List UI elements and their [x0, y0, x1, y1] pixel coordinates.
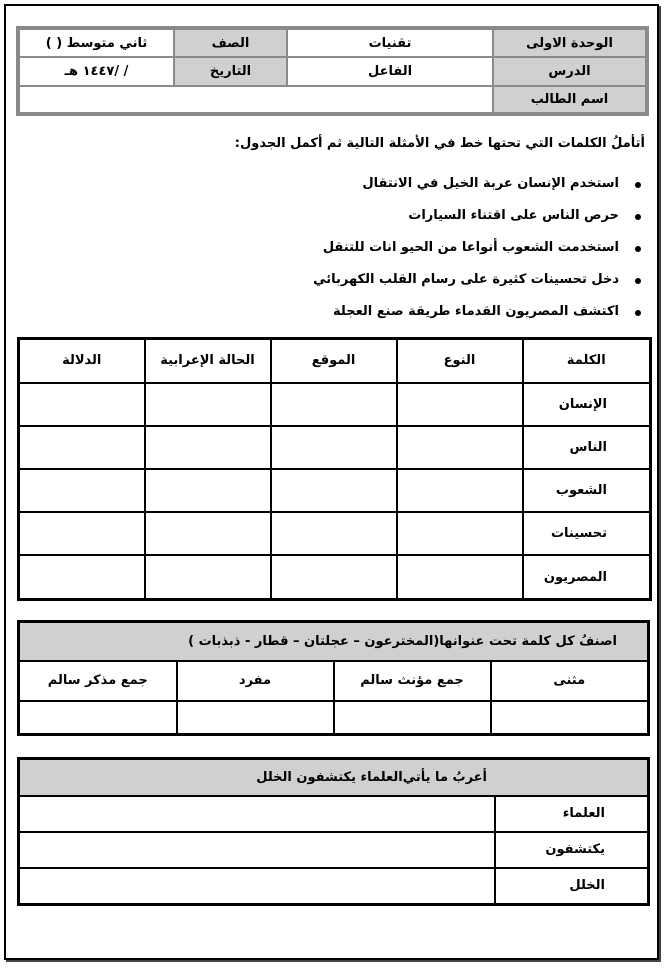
- bullet-icon: [635, 182, 641, 188]
- classify-words: (المخترعون – عجلتان – قطار - ذبذبات ): [188, 633, 440, 649]
- header-position: الموقع: [271, 339, 397, 383]
- answer-cell[interactable]: [145, 555, 271, 599]
- example-item: استخدم الإنسان عربة الخيل في الانتقال: [313, 172, 645, 204]
- parse-prompt: أعربُ ما يأتي: [402, 769, 487, 785]
- grade-value[interactable]: ثاني متوسط ( ): [18, 28, 174, 57]
- answer-cell[interactable]: [145, 512, 271, 555]
- student-name-label: اسم الطالب: [493, 86, 647, 114]
- bullet-icon: [635, 246, 641, 252]
- instruction-text: أتأملُ الكلمات التي تحتها خط في الأمثلة التالية ثم أكمل الجدول:: [234, 136, 645, 151]
- header-word: الكلمة: [523, 339, 651, 383]
- answer-cell[interactable]: [271, 469, 397, 512]
- word-cell: الإنسان: [523, 383, 651, 426]
- classify-prompt-row: [19, 622, 649, 661]
- parse-table: [17, 757, 650, 906]
- lesson-label: الدرس: [493, 57, 647, 86]
- analysis-table: [17, 337, 652, 601]
- example-item: استخدمت الشعوب أنواعا من الحيو انات للتنقل: [313, 236, 645, 268]
- header-type: النوع: [397, 339, 523, 383]
- answer-cell[interactable]: [19, 383, 145, 426]
- answer-cell[interactable]: [19, 796, 495, 832]
- answer-cell[interactable]: [19, 701, 177, 735]
- header-dual: مثنى: [491, 661, 649, 701]
- answer-cell[interactable]: [397, 469, 523, 512]
- answer-cell[interactable]: [334, 701, 491, 735]
- examples-list: [313, 172, 645, 332]
- bullet-icon: [635, 278, 641, 284]
- header-masc-plural: جمع مذكر سالم: [19, 661, 177, 701]
- answer-cell[interactable]: [19, 469, 145, 512]
- answer-cell[interactable]: [397, 383, 523, 426]
- answer-cell[interactable]: [271, 512, 397, 555]
- word-cell: الشعوب: [523, 469, 651, 512]
- date-label: التاريخ: [174, 57, 287, 86]
- answer-cell[interactable]: [271, 383, 397, 426]
- answer-cell[interactable]: [271, 555, 397, 599]
- bullet-icon: [635, 310, 641, 316]
- answer-cell[interactable]: [19, 512, 145, 555]
- example-item: دخل تحسينات كثيرة على رسام القلب الكهربائي: [313, 268, 645, 300]
- answer-cell[interactable]: [397, 426, 523, 469]
- unit-value: تقنيات: [287, 28, 493, 57]
- classify-prompt: اصنفُ كل كلمة تحت عنوانها: [439, 633, 617, 649]
- example-item: حرص الناس على اقتناء السيارات: [313, 204, 645, 236]
- answer-cell[interactable]: [19, 426, 145, 469]
- header-meaning: الدلالة: [19, 339, 145, 383]
- answer-cell[interactable]: [145, 426, 271, 469]
- header-singular: مفرد: [177, 661, 334, 701]
- lesson-value: الفاعل: [287, 57, 493, 86]
- answer-cell[interactable]: [145, 383, 271, 426]
- answer-cell[interactable]: [271, 426, 397, 469]
- bullet-icon: [635, 214, 641, 220]
- answer-cell[interactable]: [177, 701, 334, 735]
- answer-cell[interactable]: [19, 868, 495, 905]
- answer-cell[interactable]: [397, 555, 523, 599]
- parse-sentence: العلماء يكتشفون الخلل: [256, 769, 403, 785]
- parse-prompt-row: [19, 759, 649, 796]
- word-cell: الناس: [523, 426, 651, 469]
- parse-word: العلماء: [495, 796, 649, 832]
- parse-word: الخلل: [495, 868, 649, 905]
- answer-cell[interactable]: [19, 555, 145, 599]
- header-table: [16, 26, 649, 116]
- header-case: الحالة الإعرابية: [145, 339, 271, 383]
- date-value[interactable]: / /١٤٤٧ هـ: [18, 57, 174, 86]
- classify-table: [17, 620, 650, 736]
- answer-cell[interactable]: [19, 832, 495, 868]
- answer-cell[interactable]: [491, 701, 649, 735]
- student-name-field[interactable]: [18, 86, 493, 114]
- example-item: اكتشف المصريون القدماء طريقة صنع العجلة: [313, 300, 645, 332]
- word-cell: تحسينات: [523, 512, 651, 555]
- parse-word: يكتشفون: [495, 832, 649, 868]
- header-fem-plural: جمع مؤنث سالم: [334, 661, 491, 701]
- unit-label: الوحدة الاولى: [493, 28, 647, 57]
- grade-label: الصف: [174, 28, 287, 57]
- answer-cell[interactable]: [397, 512, 523, 555]
- word-cell: المصريون: [523, 555, 651, 599]
- answer-cell[interactable]: [145, 469, 271, 512]
